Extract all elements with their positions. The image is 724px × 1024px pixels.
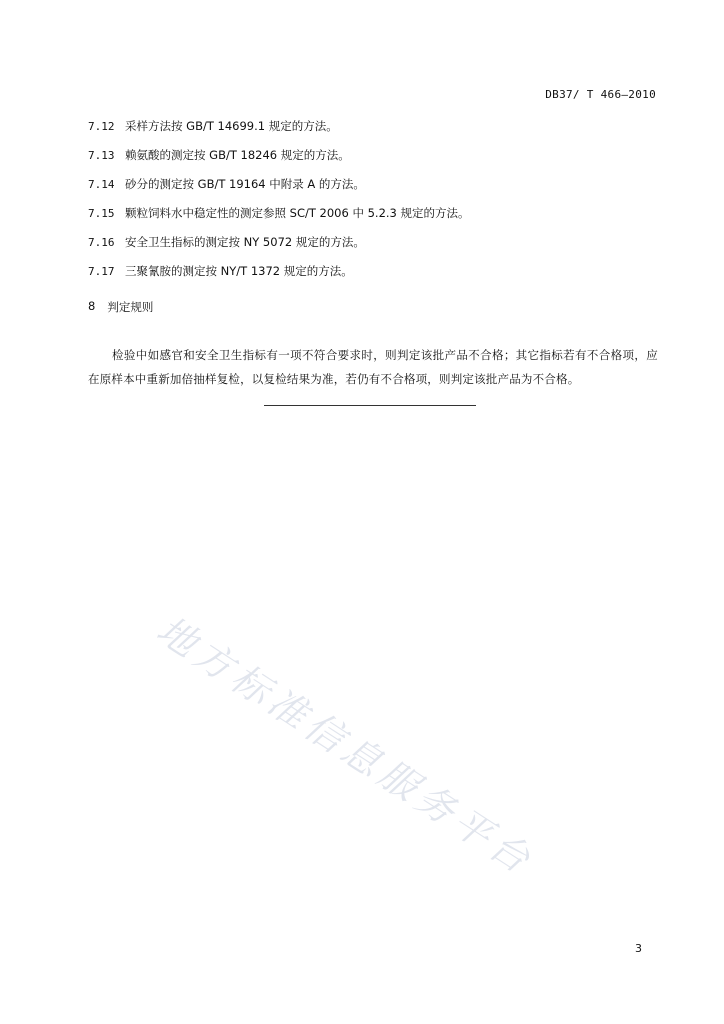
end-of-text-rule [264, 405, 476, 406]
section-title: 判定规则 [107, 300, 154, 314]
clause-text: 安全卫生指标的测定按 NY 5072 规定的方法。 [125, 235, 365, 249]
page-number: 3 [635, 942, 642, 955]
clause-7-17 [88, 263, 658, 292]
clause-text: 三聚氰胺的测定按 NY/T 1372 规定的方法。 [125, 264, 353, 278]
clause-text: 砂分的测定按 GB/T 19164 中附录 A 的方法。 [125, 177, 365, 191]
clause-number: 7.13 [88, 149, 115, 162]
clause-7-16 [88, 234, 658, 263]
clause-7-15 [88, 205, 658, 234]
clause-list [88, 118, 658, 292]
clause-7-12 [88, 118, 658, 147]
watermark: 地方标准信息服务平台 [149, 607, 543, 885]
standard-code-header: DB37/ T 466—2010 [545, 88, 656, 101]
clause-number: 7.16 [88, 236, 115, 249]
clause-number: 7.15 [88, 207, 115, 220]
clause-7-14 [88, 176, 658, 205]
clause-number: 7.17 [88, 265, 115, 278]
judgment-rules-paragraph: 检验中如感官和安全卫生指标有一项不符合要求时，则判定该批产品不合格；其它指标若有不合格项，应在原样本中重新加倍抽样复检，以复检结果为准，若仍有不合格项，则判定该批产品为不合格。 [88, 347, 658, 386]
clause-text: 颗粒饲料水中稳定性的测定参照 SC/T 2006 中 5.2.3 规定的方法。 [125, 206, 470, 220]
clause-text: 赖氨酸的测定按 GB/T 18246 规定的方法。 [125, 148, 350, 162]
clause-number: 7.12 [88, 120, 115, 133]
clause-text: 采样方法按 GB/T 14699.1 规定的方法。 [125, 119, 338, 133]
clause-number: 7.14 [88, 178, 115, 191]
section-heading [88, 299, 153, 315]
section-number: 8 [88, 299, 96, 313]
clause-7-13 [88, 147, 658, 176]
